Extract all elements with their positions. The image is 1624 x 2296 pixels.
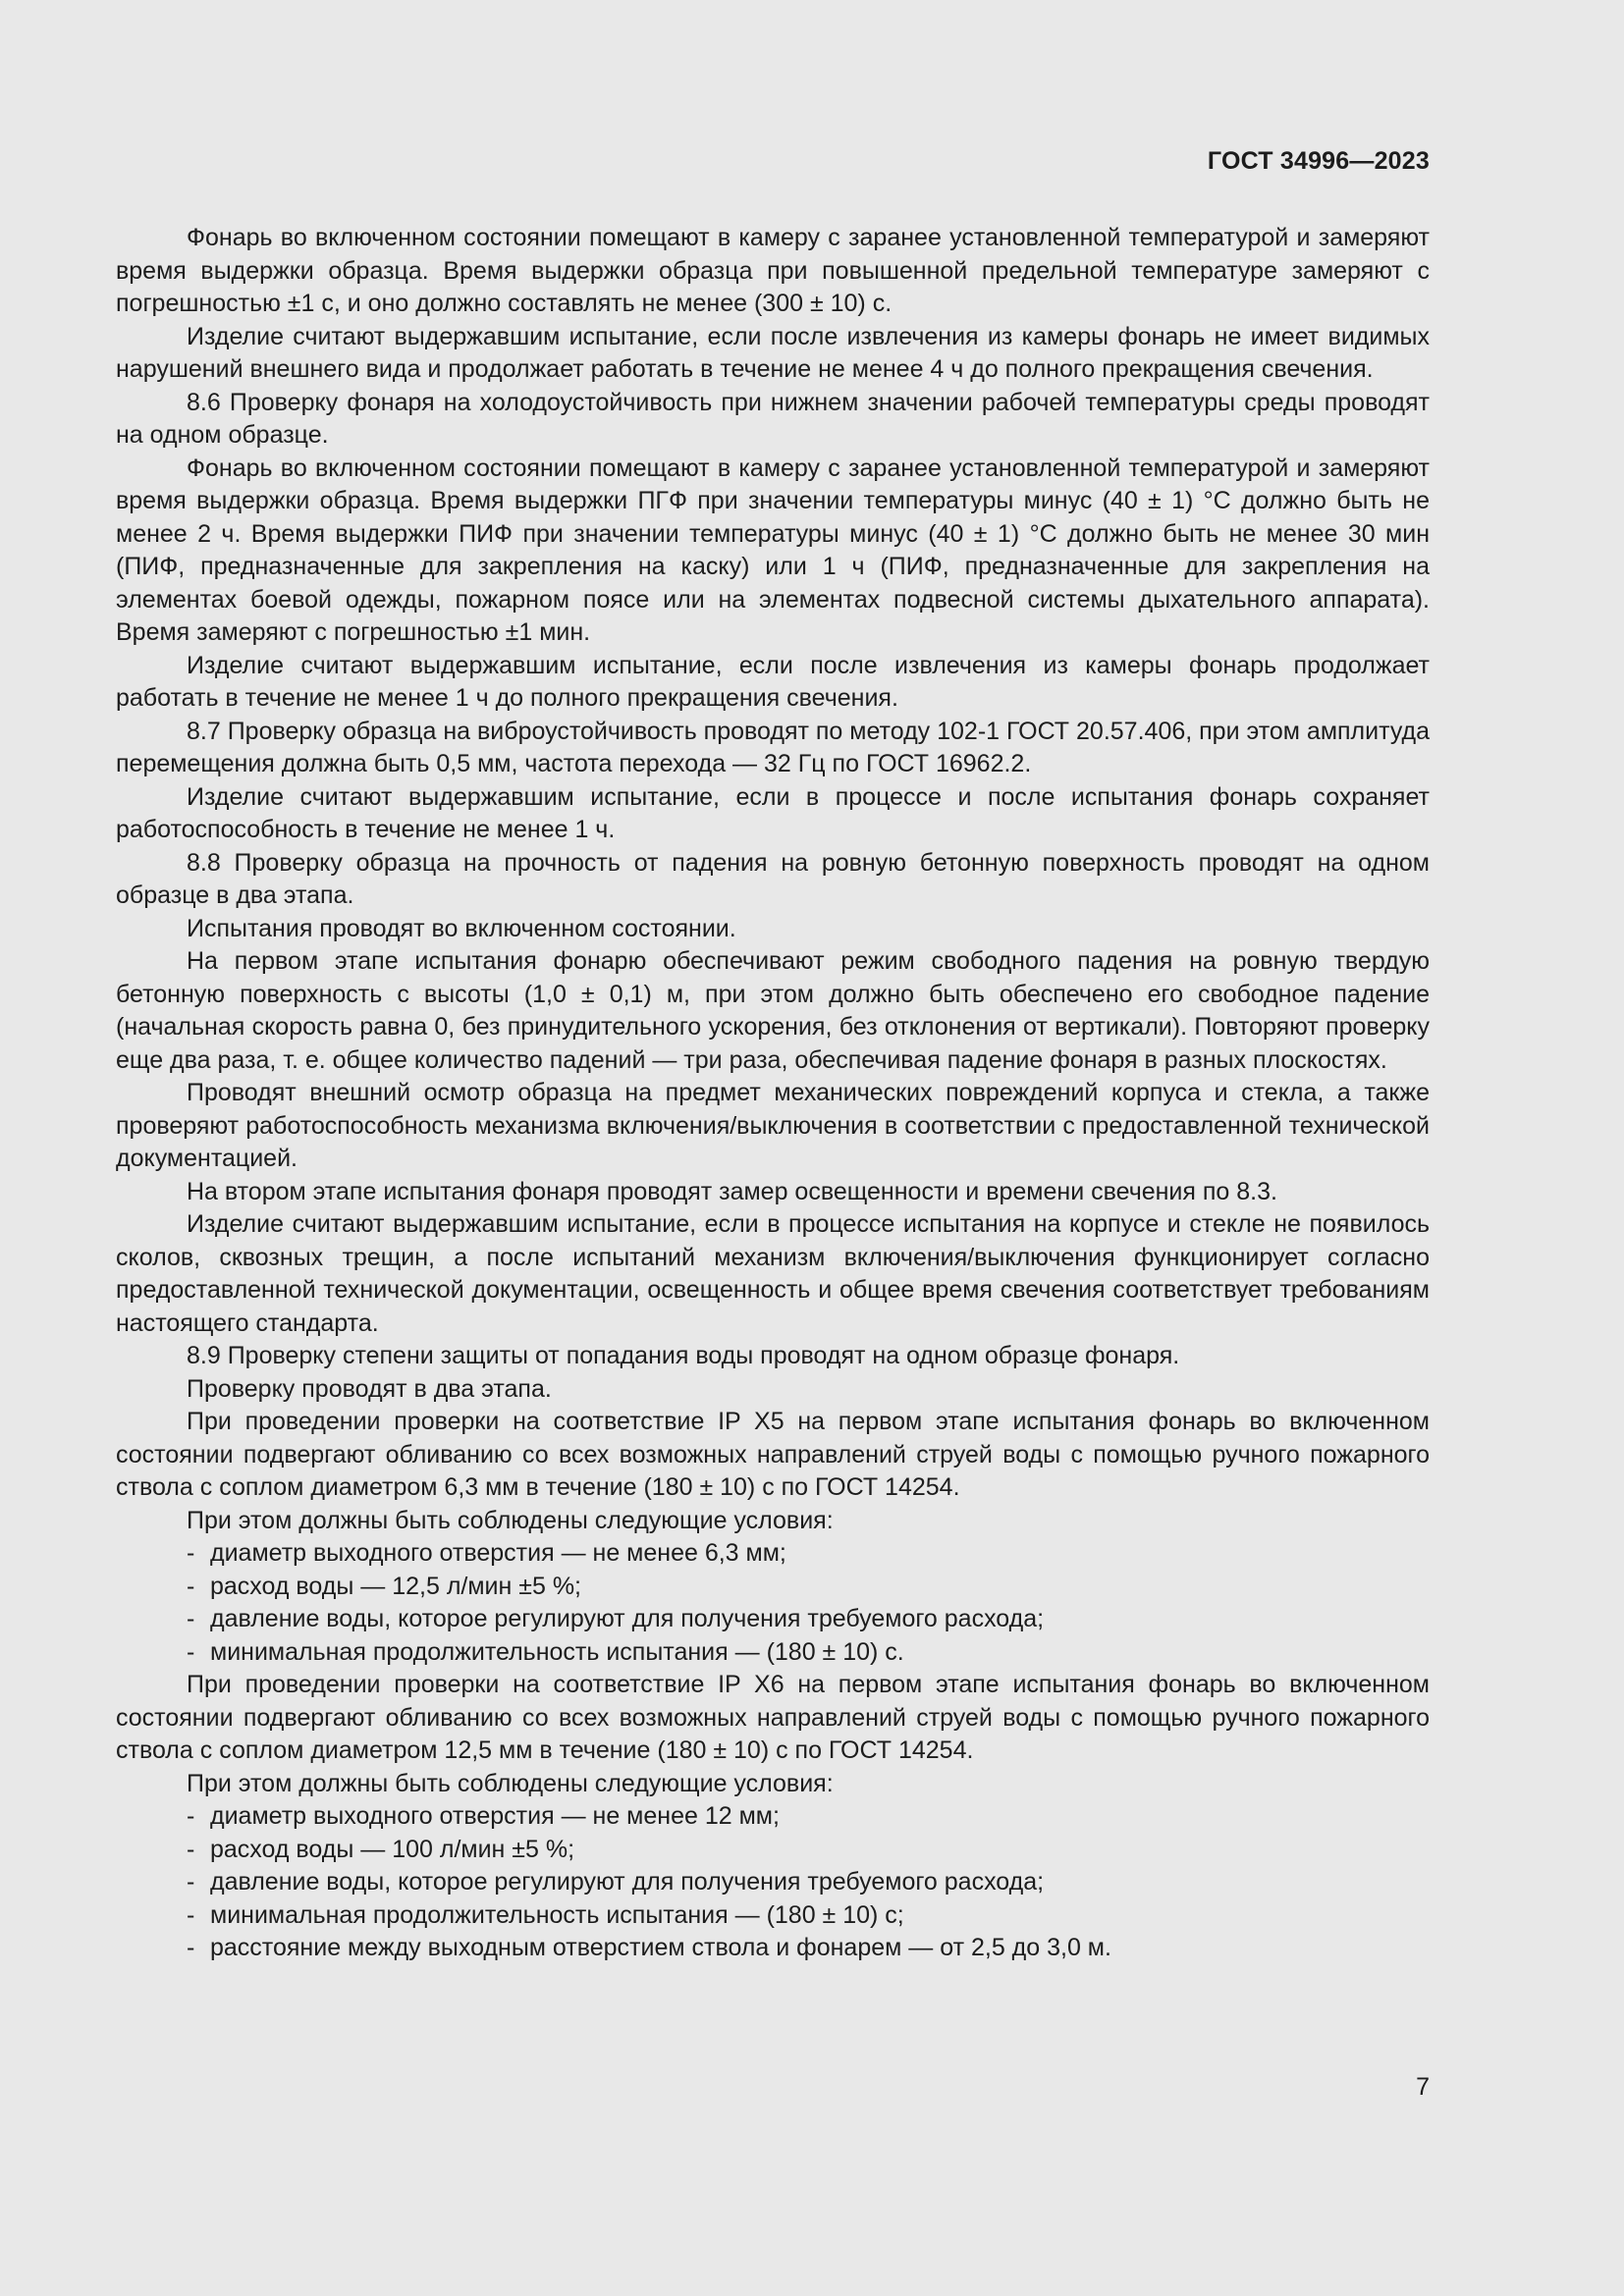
document-body [116, 222, 1430, 1965]
clause-8-6: 8.6 Проверку фонаря на холодоустойчивость при нижнем значении рабочей температуры среды проводят на одном образце. [116, 388, 1430, 449]
list-item [116, 1603, 1430, 1636]
clause-8-8: 8.8 Проверку образца на прочность от падения на ровную бетонную поверхность проводят на одном образце в два этапа. [116, 848, 1430, 909]
paragraph: При этом должны быть соблюдены следующие условия: [187, 1769, 834, 1797]
list-dash: - [187, 1637, 195, 1666]
paragraph: Проводят внешний осмотр образца на предмет механических повреждений корпуса и стекла, а также проверяют работоспособность механизма включения/выключения в соответствии с предоставленной технической документацией. [116, 1079, 1430, 1172]
paragraph: На первом этапе испытания фонарю обеспечивают режим свободного падения на ровную твердую бетонную поверхность с высоты (1,0 ± 0,1) м, при этом должно быть обеспечено его свободное падение (начальная скорость равна 0, без принудительного ускорения, без отклонения от вертикали). Повторяют проверку еще два раза, т. е. общее количество падений — три раза, обеспечивая падение фонаря в разных плоскостях. [116, 947, 1430, 1074]
list-dash: - [187, 1835, 195, 1863]
list-item-text: расход воды — 100 л/мин ±5 %; [210, 1835, 575, 1863]
paragraph: При этом должны быть соблюдены следующие условия: [187, 1506, 834, 1534]
paragraph: Изделие считают выдержавшим испытание, если в процессе испытания на корпусе и стекле не появилось сколов, сквозных трещин, а после испытаний механизм включения/выключения функционирует согласно предоставленной технической документации, освещенность и общее время свечения соответствует требованиям настоящего стандарта. [116, 1210, 1430, 1337]
list-item [116, 1866, 1430, 1899]
paragraph: Фонарь во включенном состоянии помещают в камеру с заранее установленной температурой и замеряют время выдержки образца. Время выдержки ПГФ при значении температуры минус (40 ± 1) °С должно быть не менее 2 ч. Время выдержки ПИФ при значении температуры минус (40 ± 1) °С должно быть не менее 30 мин (ПИФ, предназначенные для закрепления на каску) или 1 ч (ПИФ, предназначенные для закрепления на элементах боевой одежды, пожарном поясе или на элементах подвесной системы дыхательного аппарата). Время замеряют с погрешностью ±1 мин. [116, 454, 1430, 646]
paragraph: Изделие считают выдержавшим испытание, если после извлечения из камеры фонарь продолжает работать в течение не менее 1 ч до полного прекращения свечения. [116, 651, 1430, 712]
list-item [116, 1571, 1430, 1604]
list-item-text: расстояние между выходным отверстием ствола и фонарем — от 2,5 до 3,0 м. [210, 1934, 1111, 1961]
list-item-text: давление воды, которое регулируют для получения требуемого расхода; [210, 1605, 1045, 1632]
paragraph: Фонарь во включенном состоянии помещают в камеру с заранее установленной температурой и замеряют время выдержки образца. Время выдержки образца при повышенной предельной температуре замеряют с погрешностью ±1 с, и оно должно составлять не менее (300 ± 10) с. [116, 224, 1430, 317]
paragraph: Испытания проводят во включенном состоянии. [187, 914, 736, 942]
conditions-list-ipx6 [116, 1800, 1430, 1965]
paragraph: Проверку проводят в два этапа. [187, 1374, 552, 1403]
list-item [116, 1834, 1430, 1867]
list-dash: - [187, 1900, 195, 1929]
paragraph: При проведении проверки на соответствие IP X5 на первом этапе испытания фонарь во включенном состоянии подвергают обливанию со всех возможных направлений струей воды с помощью ручного пожарного ствола с соплом диаметром 6,3 мм в течение (180 ± 10) с по ГОСТ 14254. [116, 1408, 1430, 1501]
list-item [116, 1932, 1430, 1965]
list-dash: - [187, 1802, 195, 1830]
paragraph: Изделие считают выдержавшим испытание, если в процессе и после испытания фонарь сохраняет работоспособность в течение не менее 1 ч. [116, 782, 1430, 843]
list-dash: - [187, 1572, 195, 1600]
list-item-text: диаметр выходного отверстия — не менее 6,3 мм; [210, 1539, 786, 1567]
paragraph: Изделие считают выдержавшим испытание, если после извлечения из камеры фонарь не имеет видимых нарушений внешнего вида и продолжает работать в течение не менее 4 ч до полного прекращения свечения. [116, 322, 1430, 383]
list-dash: - [187, 1934, 195, 1961]
list-item [116, 1899, 1430, 1933]
paragraph: На втором этапе испытания фонаря проводят замер освещенности и времени свечения по 8.3. [187, 1177, 1277, 1205]
list-dash: - [187, 1605, 195, 1632]
document-page [116, 0, 1430, 2296]
list-item [116, 1800, 1430, 1834]
list-dash: - [187, 1868, 195, 1896]
list-item [116, 1537, 1430, 1571]
conditions-list-ipx5 [116, 1537, 1430, 1669]
paragraph: При проведении проверки на соответствие IP X6 на первом этапе испытания фонарь во включенном состоянии подвергают обливанию со всех возможных направлений струей воды с помощью ручного пожарного ствола с соплом диаметром 12,5 мм в течение (180 ± 10) с по ГОСТ 14254. [116, 1671, 1430, 1764]
list-item-text: диаметр выходного отверстия — не менее 12 мм; [210, 1802, 780, 1830]
page-number: 7 [1416, 2073, 1430, 2101]
list-item-text: минимальная продолжительность испытания — (180 ± 10) с. [210, 1637, 904, 1666]
list-dash: - [187, 1539, 195, 1567]
standard-code-header: ГОСТ 34996—2023 [1207, 147, 1430, 175]
list-item-text: минимальная продолжительность испытания — (180 ± 10) с; [210, 1900, 904, 1929]
list-item-text: расход воды — 12,5 л/мин ±5 %; [210, 1572, 582, 1600]
clause-8-9: 8.9 Проверку степени защиты от попадания воды проводят на одном образце фонаря. [187, 1342, 1180, 1369]
clause-8-7: 8.7 Проверку образца на виброустойчивость проводят по методу 102-1 ГОСТ 20.57.406, при этом амплитуда перемещения должна быть 0,5 мм, частота перехода — 32 Гц по ГОСТ 16962.2. [116, 717, 1430, 777]
list-item [116, 1636, 1430, 1670]
list-item-text: давление воды, которое регулируют для получения требуемого расхода; [210, 1868, 1045, 1896]
